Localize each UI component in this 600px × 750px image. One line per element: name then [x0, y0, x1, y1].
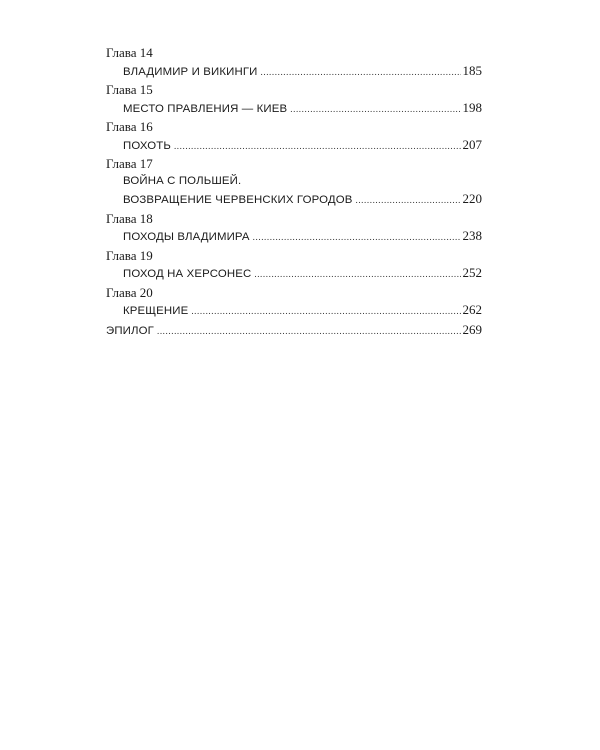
dot-leader — [157, 323, 461, 341]
chapter-label: Глава 20 — [106, 284, 153, 300]
chapter-label: Глава 14 — [106, 45, 153, 60]
table-of-contents — [106, 44, 482, 340]
toc-entry — [106, 62, 482, 82]
entry-title: ПОХОДЫ ВЛАДИМИРА — [123, 231, 250, 243]
toc-entry — [106, 301, 482, 321]
toc-chapter-14 — [106, 44, 482, 81]
entry-title: МЕСТО ПРАВЛЕНИЯ — КИЕВ — [123, 102, 288, 115]
chapter-label: Глава 16 — [106, 119, 153, 134]
dot-leader — [191, 303, 460, 321]
page-number: 262 — [462, 302, 482, 317]
toc-entry — [106, 227, 482, 247]
dot-leader — [174, 138, 461, 156]
toc-entry — [106, 99, 482, 119]
page-number: 198 — [462, 99, 482, 115]
dot-leader — [253, 229, 461, 247]
entry-title: КРЕЩЕНИЕ — [123, 305, 189, 317]
toc-chapter-16 — [106, 118, 482, 155]
page-number: 269 — [462, 321, 482, 337]
toc-chapter-18 — [106, 210, 482, 247]
entry-title: ВОЗВРАЩЕНИЕ ЧЕРВЕНСКИХ ГОРОДОВ — [123, 194, 353, 206]
toc-chapter-15 — [106, 81, 482, 118]
toc-chapter-17 — [106, 155, 482, 210]
toc-entry — [106, 136, 482, 156]
dot-leader — [254, 266, 460, 284]
toc-chapter-20 — [106, 284, 482, 321]
page-number: 220 — [462, 191, 482, 206]
toc-chapter-19 — [106, 247, 482, 284]
chapter-label: Глава 17 — [106, 156, 153, 171]
entry-title: ЭПИЛОГ — [106, 324, 154, 337]
chapter-label: Глава 15 — [106, 82, 153, 97]
toc-entry — [106, 264, 482, 284]
dot-leader — [261, 64, 461, 82]
page-number: 207 — [462, 136, 482, 152]
page-number: 185 — [462, 62, 482, 78]
dot-leader — [290, 101, 460, 119]
chapter-label: Глава 19 — [106, 247, 153, 263]
toc-entry — [106, 321, 482, 341]
entry-title: ВЛАДИМИР И ВИКИНГИ — [123, 65, 258, 78]
entry-title: ПОХОД НА ХЕРСОНЕС — [123, 268, 252, 280]
page-number: 238 — [462, 228, 482, 243]
page-number: 252 — [462, 265, 482, 280]
toc-epilogue — [106, 321, 482, 341]
dot-leader — [355, 192, 460, 210]
entry-title-line-1: ВОЙНА С ПОЛЬШЕЙ. — [123, 174, 242, 187]
toc-entry — [106, 190, 482, 210]
chapter-label: Глава 18 — [106, 210, 153, 226]
entry-title: ПОХОТЬ — [123, 139, 171, 152]
